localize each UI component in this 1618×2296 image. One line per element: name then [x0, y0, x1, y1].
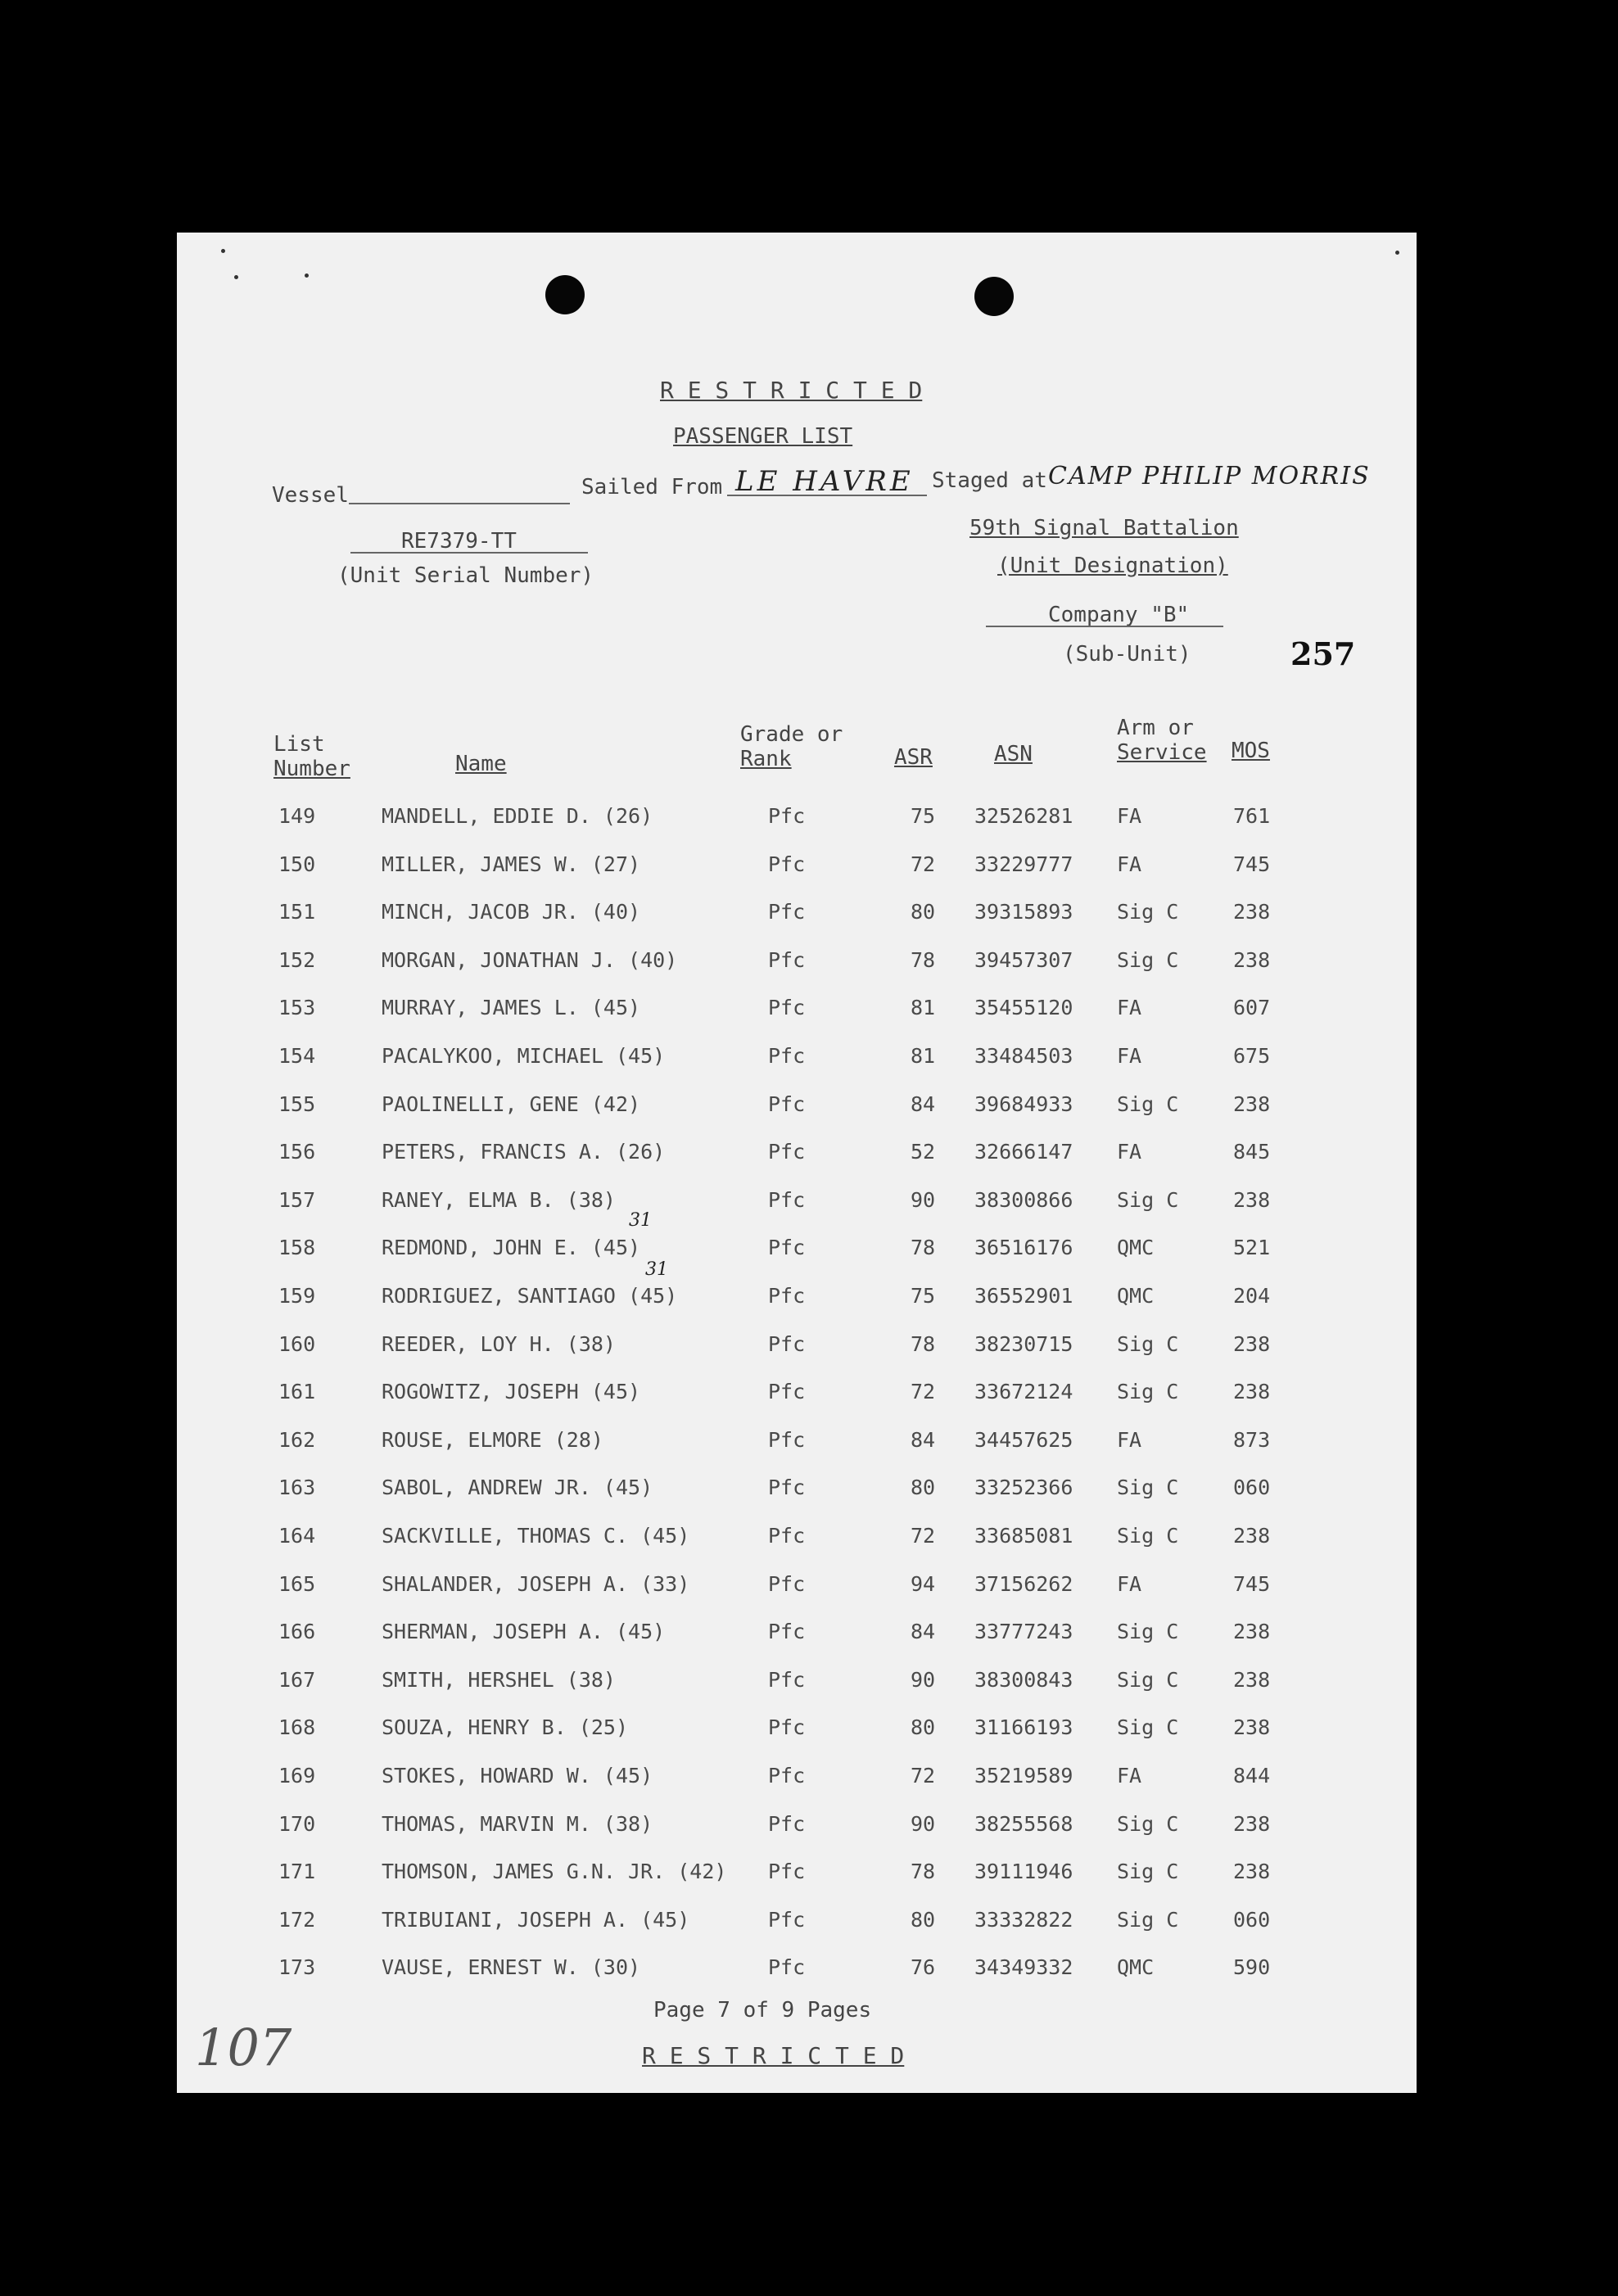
table-row [177, 1332, 1417, 1365]
asn-cell: 37156262 [974, 1571, 1073, 1596]
mos-cell: 238 [1233, 1620, 1271, 1644]
rank-cell: Pfc [768, 1140, 806, 1164]
table-row [177, 948, 1417, 981]
arm-service-cell: QMC [1117, 1284, 1155, 1308]
asn-cell: 35455120 [974, 996, 1073, 1020]
list-number-cell: 168 [278, 1715, 316, 1740]
mos-cell: 761 [1233, 804, 1271, 828]
col-header-arm [1117, 716, 1207, 765]
rank-cell: Pfc [768, 996, 806, 1020]
mos-cell: 238 [1233, 1667, 1271, 1692]
asr-cell: 72 [911, 1524, 936, 1548]
table-row [177, 1524, 1417, 1557]
list-number-cell: 158 [278, 1236, 316, 1260]
asr-cell: 90 [911, 1667, 936, 1692]
name-cell: RODRIGUEZ, SANTIAGO (45) [382, 1284, 678, 1308]
asn-cell: 36552901 [974, 1284, 1073, 1308]
rank-cell: Pfc [768, 1236, 806, 1260]
mos-cell: 238 [1233, 1860, 1271, 1884]
rank-cell: Pfc [768, 1955, 806, 1980]
list-number-cell: 167 [278, 1667, 316, 1692]
arm-service-cell: FA [1117, 852, 1142, 876]
mos-cell: 590 [1233, 1955, 1271, 1980]
speck [305, 273, 309, 278]
col-header-arm-line2: Service [1117, 740, 1207, 765]
list-number-cell: 166 [278, 1620, 316, 1644]
table-row [177, 1188, 1417, 1221]
unit-designation: 59th Signal Battalion [969, 516, 1239, 540]
rank-cell: Pfc [768, 1092, 806, 1116]
table-row [177, 1284, 1417, 1317]
punch-hole [974, 277, 1014, 316]
table-row [177, 1955, 1417, 1988]
handwritten-page-number: 107 [195, 2018, 292, 2077]
rank-cell: Pfc [768, 1571, 806, 1596]
asn-cell: 33685081 [974, 1524, 1073, 1548]
name-cell: SACKVILLE, THOMAS C. (45) [382, 1524, 690, 1548]
asr-cell: 81 [911, 996, 936, 1020]
asr-cell: 84 [911, 1620, 936, 1644]
name-cell: SOUZA, HENRY B. (25) [382, 1715, 629, 1740]
list-number-cell: 155 [278, 1092, 316, 1116]
asr-cell: 84 [911, 1092, 936, 1116]
name-cell: MINCH, JACOB JR. (40) [382, 900, 641, 924]
asr-cell: 80 [911, 1476, 936, 1500]
restricted-heading: R E S T R I C T E D [660, 377, 923, 404]
list-number-cell: 149 [278, 804, 316, 828]
name-cell: VAUSE, ERNEST W. (30) [382, 1955, 641, 1980]
rank-cell: Pfc [768, 1427, 806, 1452]
unit-serial-blank [350, 552, 588, 554]
staged-at-value: CAMP PHILIP MORRIS [1048, 462, 1371, 490]
mos-cell: 238 [1233, 1331, 1271, 1356]
list-number-cell: 170 [278, 1811, 316, 1836]
arm-service-cell: Sig C [1117, 1331, 1179, 1356]
vessel-label: Vessel [272, 483, 349, 508]
arm-service-cell: Sig C [1117, 947, 1179, 972]
list-number-cell: 171 [278, 1860, 316, 1884]
col-header-name: Name [455, 752, 507, 776]
sub-unit-blank [986, 626, 1223, 627]
asr-cell: 78 [911, 947, 936, 972]
table-row [177, 1044, 1417, 1077]
speck [1395, 251, 1399, 255]
mos-cell: 238 [1233, 1187, 1271, 1212]
list-number-cell: 160 [278, 1331, 316, 1356]
restricted-footer: R E S T R I C T E D [642, 2042, 905, 2069]
arm-service-cell: FA [1117, 1427, 1142, 1452]
table-row [177, 1860, 1417, 1892]
rank-cell: Pfc [768, 1667, 806, 1692]
name-cell: PAOLINELLI, GENE (42) [382, 1092, 641, 1116]
unit-serial-number: RE7379-TT [401, 529, 517, 554]
table-row [177, 852, 1417, 885]
mos-cell: 238 [1233, 1811, 1271, 1836]
name-cell: TRIBUIANI, JOSEPH A. (45) [382, 1907, 690, 1932]
asn-cell: 32666147 [974, 1140, 1073, 1164]
col-header-asn: ASN [994, 742, 1033, 766]
list-number-cell: 159 [278, 1284, 316, 1308]
arm-service-cell: Sig C [1117, 1667, 1179, 1692]
arm-service-cell: FA [1117, 804, 1142, 828]
asn-cell: 39684933 [974, 1092, 1073, 1116]
speck [234, 275, 238, 279]
table-row [177, 1620, 1417, 1652]
mos-cell: 204 [1233, 1284, 1271, 1308]
mos-cell: 521 [1233, 1236, 1271, 1260]
rank-cell: Pfc [768, 1331, 806, 1356]
rank-cell: Pfc [768, 804, 806, 828]
asr-cell: 80 [911, 1715, 936, 1740]
list-number-cell: 173 [278, 1955, 316, 1980]
rank-cell: Pfc [768, 1620, 806, 1644]
name-cell: PETERS, FRANCIS A. (26) [382, 1140, 666, 1164]
table-row [177, 900, 1417, 933]
list-number-cell: 161 [278, 1380, 316, 1404]
document-page [177, 233, 1417, 2093]
asr-cell: 78 [911, 1236, 936, 1260]
table-row [177, 1715, 1417, 1748]
table-row [177, 1908, 1417, 1941]
asn-cell: 39457307 [974, 947, 1073, 972]
table-row [177, 1140, 1417, 1173]
table-row [177, 1668, 1417, 1701]
arm-service-cell: QMC [1117, 1236, 1155, 1260]
rank-cell: Pfc [768, 1715, 806, 1740]
asr-cell: 78 [911, 1331, 936, 1356]
arm-service-cell: Sig C [1117, 1524, 1179, 1548]
mos-cell: 238 [1233, 1092, 1271, 1116]
page-indicator: Page 7 of 9 Pages [653, 1998, 872, 2023]
name-cell: STOKES, HOWARD W. (45) [382, 1764, 653, 1788]
table-row [177, 1092, 1417, 1125]
sub-unit: Company "B" [1048, 603, 1190, 627]
arm-service-cell: Sig C [1117, 1476, 1179, 1500]
col-header-list-number [273, 732, 350, 781]
mos-cell: 675 [1233, 1044, 1271, 1068]
asr-cell: 78 [911, 1860, 936, 1884]
asn-cell: 34349332 [974, 1955, 1073, 1980]
name-cell: MORGAN, JONATHAN J. (40) [382, 947, 678, 972]
unit-serial-caption: (Unit Serial Number) [337, 563, 594, 588]
list-number-cell: 156 [278, 1140, 316, 1164]
unit-designation-caption: (Unit Designation) [997, 554, 1228, 578]
mos-cell: 060 [1233, 1907, 1271, 1932]
col-header-grade [740, 722, 843, 771]
mos-cell: 845 [1233, 1140, 1271, 1164]
arm-service-cell: FA [1117, 1044, 1142, 1068]
table-row [177, 804, 1417, 837]
list-number-cell: 162 [278, 1427, 316, 1452]
vessel-blank [349, 503, 570, 504]
arm-service-cell: Sig C [1117, 1811, 1179, 1836]
list-number-cell: 172 [278, 1907, 316, 1932]
asr-cell: 72 [911, 1764, 936, 1788]
arm-service-cell: Sig C [1117, 1092, 1179, 1116]
table-row [177, 1236, 1417, 1268]
asn-cell: 33252366 [974, 1476, 1073, 1500]
name-cell: SABOL, ANDREW JR. (45) [382, 1476, 653, 1500]
asr-cell: 75 [911, 1284, 936, 1308]
rank-cell: Pfc [768, 1380, 806, 1404]
rank-cell: Pfc [768, 852, 806, 876]
arm-service-cell: Sig C [1117, 1620, 1179, 1644]
table-row [177, 1572, 1417, 1605]
list-number-cell: 169 [278, 1764, 316, 1788]
list-number-cell: 150 [278, 852, 316, 876]
table-row [177, 996, 1417, 1028]
arm-service-cell: FA [1117, 1764, 1142, 1788]
arm-service-cell: Sig C [1117, 1380, 1179, 1404]
asr-cell: 90 [911, 1811, 936, 1836]
sub-unit-caption: (Sub-Unit) [1063, 642, 1191, 667]
asn-cell: 31166193 [974, 1715, 1073, 1740]
name-cell: ROUSE, ELMORE (28) [382, 1427, 603, 1452]
sailed-from-label: Sailed From [581, 475, 723, 499]
mos-cell: 745 [1233, 852, 1271, 876]
asr-cell: 80 [911, 1907, 936, 1932]
asn-cell: 34457625 [974, 1427, 1073, 1452]
rank-cell: Pfc [768, 1524, 806, 1548]
list-number-cell: 157 [278, 1187, 316, 1212]
col-header-list-number-line1: List [273, 732, 325, 757]
list-number-cell: 154 [278, 1044, 316, 1068]
name-cell: SHERMAN, JOSEPH A. (45) [382, 1620, 666, 1644]
asn-cell: 39315893 [974, 900, 1073, 924]
table-row [177, 1476, 1417, 1508]
table-row [177, 1764, 1417, 1797]
list-number-cell: 151 [278, 900, 316, 924]
asr-cell: 90 [911, 1187, 936, 1212]
mos-cell: 238 [1233, 1715, 1271, 1740]
asn-cell: 36516176 [974, 1236, 1073, 1260]
asn-cell: 38230715 [974, 1331, 1073, 1356]
asn-cell: 33332822 [974, 1907, 1073, 1932]
arm-service-cell: Sig C [1117, 1715, 1179, 1740]
col-header-grade-line1: Grade or [740, 722, 843, 747]
asr-cell: 81 [911, 1044, 936, 1068]
asn-cell: 38300843 [974, 1667, 1073, 1692]
list-number-cell: 153 [278, 996, 316, 1020]
name-cell: SMITH, HERSHEL (38) [382, 1667, 616, 1692]
arm-service-cell: Sig C [1117, 1860, 1179, 1884]
col-header-asr: ASR [894, 745, 933, 770]
rank-cell: Pfc [768, 947, 806, 972]
arm-service-cell: Sig C [1117, 900, 1179, 924]
punch-hole [545, 275, 585, 314]
asr-cell: 72 [911, 1380, 936, 1404]
name-cell: THOMAS, MARVIN M. (38) [382, 1811, 653, 1836]
handwritten-correction: 31 [629, 1210, 652, 1231]
asn-cell: 33777243 [974, 1620, 1073, 1644]
name-cell: REDMOND, JOHN E. (45) [382, 1236, 641, 1260]
mos-cell: 873 [1233, 1427, 1271, 1452]
asn-cell: 38300866 [974, 1187, 1073, 1212]
mos-cell: 607 [1233, 996, 1271, 1020]
rank-cell: Pfc [768, 1860, 806, 1884]
asn-cell: 33229777 [974, 852, 1073, 876]
document-title: PASSENGER LIST [673, 424, 853, 449]
staged-at-label: Staged at [932, 468, 1047, 493]
asr-cell: 72 [911, 852, 936, 876]
mos-cell: 844 [1233, 1764, 1271, 1788]
speck [221, 249, 225, 253]
asr-cell: 80 [911, 900, 936, 924]
rank-cell: Pfc [768, 1476, 806, 1500]
asn-cell: 32526281 [974, 804, 1073, 828]
stamp-number: 257 [1290, 635, 1356, 672]
mos-cell: 238 [1233, 1380, 1271, 1404]
name-cell: SHALANDER, JOSEPH A. (33) [382, 1571, 690, 1596]
name-cell: MANDELL, EDDIE D. (26) [382, 804, 653, 828]
asr-cell: 94 [911, 1571, 936, 1596]
asr-cell: 84 [911, 1427, 936, 1452]
table-row [177, 1812, 1417, 1845]
col-header-arm-line1: Arm or [1117, 716, 1194, 740]
asr-cell: 76 [911, 1955, 936, 1980]
asr-cell: 52 [911, 1140, 936, 1164]
rank-cell: Pfc [768, 1284, 806, 1308]
mos-cell: 238 [1233, 1524, 1271, 1548]
arm-service-cell: Sig C [1117, 1907, 1179, 1932]
col-header-mos: MOS [1232, 739, 1270, 763]
sailed-from-value: LE HAVRE [735, 465, 914, 498]
rank-cell: Pfc [768, 1811, 806, 1836]
arm-service-cell: FA [1117, 1140, 1142, 1164]
asn-cell: 39111946 [974, 1860, 1073, 1884]
name-cell: RANEY, ELMA B. (38) [382, 1187, 616, 1212]
name-cell: THOMSON, JAMES G.N. JR. (42) [382, 1860, 727, 1884]
mos-cell: 238 [1233, 947, 1271, 972]
asn-cell: 33672124 [974, 1380, 1073, 1404]
asr-cell: 75 [911, 804, 936, 828]
arm-service-cell: FA [1117, 996, 1142, 1020]
arm-service-cell: FA [1117, 1571, 1142, 1596]
name-cell: PACALYKOO, MICHAEL (45) [382, 1044, 666, 1068]
mos-cell: 238 [1233, 900, 1271, 924]
name-cell: MILLER, JAMES W. (27) [382, 852, 641, 876]
asn-cell: 38255568 [974, 1811, 1073, 1836]
col-header-grade-line2: Rank [740, 747, 792, 771]
rank-cell: Pfc [768, 1907, 806, 1932]
asn-cell: 35219589 [974, 1764, 1073, 1788]
arm-service-cell: QMC [1117, 1955, 1155, 1980]
name-cell: ROGOWITZ, JOSEPH (45) [382, 1380, 641, 1404]
asn-cell: 33484503 [974, 1044, 1073, 1068]
list-number-cell: 163 [278, 1476, 316, 1500]
arm-service-cell: Sig C [1117, 1187, 1179, 1212]
name-cell: REEDER, LOY H. (38) [382, 1331, 616, 1356]
rank-cell: Pfc [768, 1044, 806, 1068]
name-cell: MURRAY, JAMES L. (45) [382, 996, 641, 1020]
list-number-cell: 165 [278, 1571, 316, 1596]
list-number-cell: 164 [278, 1524, 316, 1548]
rank-cell: Pfc [768, 1187, 806, 1212]
table-row [177, 1380, 1417, 1412]
table-row [177, 1428, 1417, 1461]
list-number-cell: 152 [278, 947, 316, 972]
rank-cell: Pfc [768, 1764, 806, 1788]
col-header-list-number-line2: Number [273, 757, 350, 781]
mos-cell: 060 [1233, 1476, 1271, 1500]
rank-cell: Pfc [768, 900, 806, 924]
handwritten-correction: 31 [645, 1259, 668, 1280]
mos-cell: 745 [1233, 1571, 1271, 1596]
